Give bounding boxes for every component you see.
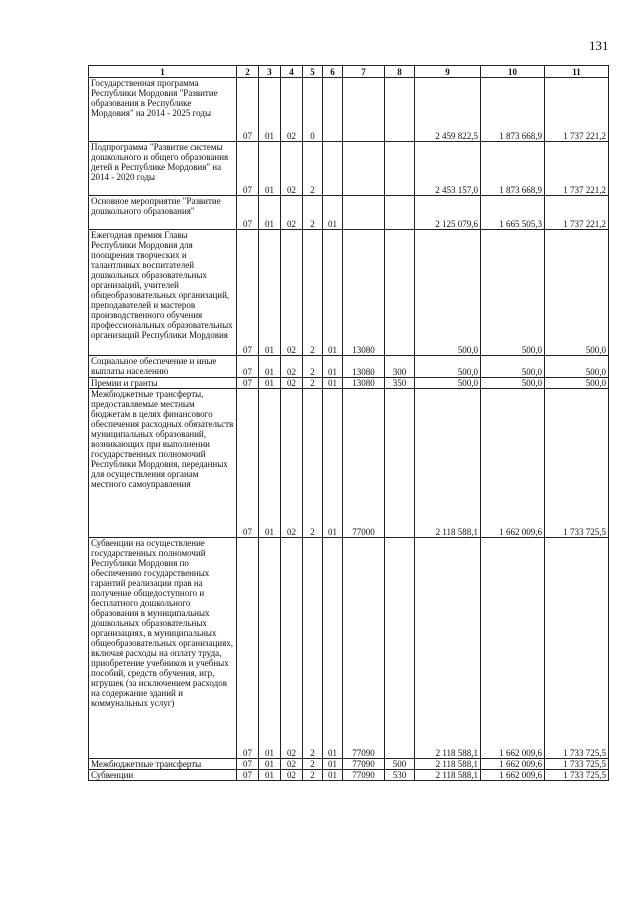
cell-c3: 01 <box>259 389 281 538</box>
cell-c4: 02 <box>281 770 303 781</box>
table-header-row <box>89 66 609 78</box>
table-row <box>89 356 609 378</box>
cell-c9: 2 118 588,1 <box>415 770 481 781</box>
cell-c9: 2 453 157,0 <box>415 142 481 196</box>
cell-c4: 02 <box>281 759 303 770</box>
cell-c11: 1 733 725,5 <box>545 538 609 759</box>
cell-c7: 77000 <box>343 389 385 538</box>
cell-c10: 500,0 <box>481 356 545 378</box>
cell-c8 <box>385 230 415 356</box>
cell-c2: 07 <box>237 759 259 770</box>
cell-c4: 02 <box>281 378 303 389</box>
cell-c5: 2 <box>303 770 323 781</box>
row-name: Подпрограмма "Развитие системы дошкольного и общего образования детей в Республике Мордовия" на 2014 - 2020 годы <box>89 142 237 196</box>
cell-c5: 2 <box>303 759 323 770</box>
cell-c9: 500,0 <box>415 378 481 389</box>
cell-c3: 01 <box>259 770 281 781</box>
cell-c11: 500,0 <box>545 356 609 378</box>
cell-c7: 13080 <box>343 356 385 378</box>
cell-c11: 1 733 725,5 <box>545 389 609 538</box>
column-header: 10 <box>481 66 545 78</box>
cell-c3: 01 <box>259 759 281 770</box>
cell-c3: 01 <box>259 196 281 230</box>
cell-c10: 1 662 009,6 <box>481 538 545 759</box>
column-header: 9 <box>415 66 481 78</box>
cell-c4: 02 <box>281 538 303 759</box>
cell-c7 <box>343 142 385 196</box>
cell-c9: 2 118 588,1 <box>415 389 481 538</box>
cell-c6: 01 <box>323 378 343 389</box>
cell-c2: 07 <box>237 378 259 389</box>
cell-c6 <box>323 142 343 196</box>
cell-c8 <box>385 389 415 538</box>
cell-c4: 02 <box>281 142 303 196</box>
cell-c5: 2 <box>303 142 323 196</box>
cell-c10: 1 662 009,6 <box>481 770 545 781</box>
cell-c11: 1 733 725,5 <box>545 759 609 770</box>
cell-c7: 77090 <box>343 770 385 781</box>
cell-c3: 01 <box>259 230 281 356</box>
cell-c10: 1 662 009,6 <box>481 389 545 538</box>
cell-c2: 07 <box>237 142 259 196</box>
cell-c3: 01 <box>259 78 281 142</box>
column-header: 4 <box>281 66 303 78</box>
cell-c6: 01 <box>323 196 343 230</box>
cell-c6: 01 <box>323 770 343 781</box>
cell-c4: 02 <box>281 356 303 378</box>
cell-c4: 02 <box>281 389 303 538</box>
column-header: 3 <box>259 66 281 78</box>
cell-c5: 2 <box>303 230 323 356</box>
cell-c3: 01 <box>259 142 281 196</box>
cell-c2: 07 <box>237 196 259 230</box>
cell-c6: 01 <box>323 759 343 770</box>
column-header: 2 <box>237 66 259 78</box>
row-name: Субвенции на осуществление государственных полномочий Республики Мордовия по обеспечению государственных гарантий реализации прав на получение общедоступного и бесплатного дошкольного образования в муниципальных дошкольных образовательных организациях, в муниципальных общеобразовательных организациях, включая расходы на оплату труда, приобретение учебников и учебных пособий, средств обучения, игр, игрушек (за исключением расходов на содержание зданий и коммунальных услуг) <box>89 538 237 759</box>
cell-c10: 500,0 <box>481 378 545 389</box>
budget-table <box>88 65 609 781</box>
cell-c8 <box>385 538 415 759</box>
row-name: Ежегодная премия Главы Республики Мордовия для поощрения творческих и талантливых воспитателей дошкольных образовательных организаций, учителей общеобразовательных организаций, преподавателей и мастеров производственного обучения профессиональных образовательных организаций Республики Мордовия <box>89 230 237 356</box>
cell-c7: 77090 <box>343 538 385 759</box>
cell-c11: 1 737 221,2 <box>545 142 609 196</box>
table-row <box>89 389 609 538</box>
cell-c3: 01 <box>259 538 281 759</box>
row-name: Государственная программа Республики Мордовия "Развитие образования в Республике Мордовия" на 2014 - 2025 годы <box>89 78 237 142</box>
cell-c3: 01 <box>259 356 281 378</box>
page-number: 131 <box>589 38 609 53</box>
row-name: Межбюджетные трансферты, предоставляемые местным бюджетам в целях финансового обеспечения расходных обязательств муниципальных образований, возникающих при выполнении государственных полномочий Республики Мордовия, переданных для осуществления органам местного самоуправления <box>89 389 237 538</box>
table-row <box>89 142 609 196</box>
cell-c6: 01 <box>323 538 343 759</box>
column-header: 8 <box>385 66 415 78</box>
cell-c8: 300 <box>385 356 415 378</box>
cell-c10: 1 873 668,9 <box>481 142 545 196</box>
cell-c9: 2 118 588,1 <box>415 759 481 770</box>
cell-c10: 1 873 668,9 <box>481 78 545 142</box>
table-row <box>89 378 609 389</box>
row-name: Межбюджетные трансферты <box>89 759 237 770</box>
cell-c9: 2 125 079,6 <box>415 196 481 230</box>
row-name: Премии и гранты <box>89 378 237 389</box>
cell-c9: 2 459 822,5 <box>415 78 481 142</box>
column-header: 5 <box>303 66 323 78</box>
column-header: 1 <box>89 66 237 78</box>
cell-c8 <box>385 196 415 230</box>
cell-c10: 1 665 505,3 <box>481 196 545 230</box>
cell-c7 <box>343 78 385 142</box>
cell-c11: 1 737 221,2 <box>545 78 609 142</box>
cell-c8: 530 <box>385 770 415 781</box>
cell-c5: 0 <box>303 78 323 142</box>
cell-c6 <box>323 78 343 142</box>
cell-c7 <box>343 196 385 230</box>
row-name: Социальное обеспечение и иные выплаты населению <box>89 356 237 378</box>
column-header: 11 <box>545 66 609 78</box>
cell-c3: 01 <box>259 378 281 389</box>
cell-c7: 13080 <box>343 230 385 356</box>
column-header: 6 <box>323 66 343 78</box>
cell-c2: 07 <box>237 78 259 142</box>
cell-c8 <box>385 78 415 142</box>
table-row <box>89 759 609 770</box>
row-name: Основное мероприятие "Развитие дошкольного образования" <box>89 196 237 230</box>
table-row <box>89 78 609 142</box>
cell-c8 <box>385 142 415 196</box>
cell-c9: 500,0 <box>415 230 481 356</box>
cell-c6: 01 <box>323 389 343 538</box>
cell-c8: 500 <box>385 759 415 770</box>
cell-c9: 500,0 <box>415 356 481 378</box>
cell-c7: 13080 <box>343 378 385 389</box>
cell-c11: 1 733 725,5 <box>545 770 609 781</box>
cell-c11: 500,0 <box>545 378 609 389</box>
cell-c2: 07 <box>237 230 259 356</box>
cell-c5: 2 <box>303 378 323 389</box>
cell-c2: 07 <box>237 538 259 759</box>
cell-c10: 1 662 009,6 <box>481 759 545 770</box>
cell-c5: 2 <box>303 196 323 230</box>
cell-c10: 500,0 <box>481 230 545 356</box>
row-name: Субвенции <box>89 770 237 781</box>
cell-c9: 2 118 588,1 <box>415 538 481 759</box>
table-row <box>89 538 609 759</box>
column-header: 7 <box>343 66 385 78</box>
cell-c11: 500,0 <box>545 230 609 356</box>
cell-c4: 02 <box>281 230 303 356</box>
cell-c4: 02 <box>281 196 303 230</box>
table-row <box>89 196 609 230</box>
cell-c5: 2 <box>303 389 323 538</box>
table-row <box>89 230 609 356</box>
cell-c5: 2 <box>303 356 323 378</box>
cell-c2: 07 <box>237 389 259 538</box>
cell-c6: 01 <box>323 356 343 378</box>
cell-c2: 07 <box>237 770 259 781</box>
cell-c8: 350 <box>385 378 415 389</box>
cell-c6: 01 <box>323 230 343 356</box>
cell-c2: 07 <box>237 356 259 378</box>
table-row <box>89 770 609 781</box>
cell-c11: 1 737 221,2 <box>545 196 609 230</box>
cell-c7: 77090 <box>343 759 385 770</box>
cell-c4: 02 <box>281 78 303 142</box>
cell-c5: 2 <box>303 538 323 759</box>
